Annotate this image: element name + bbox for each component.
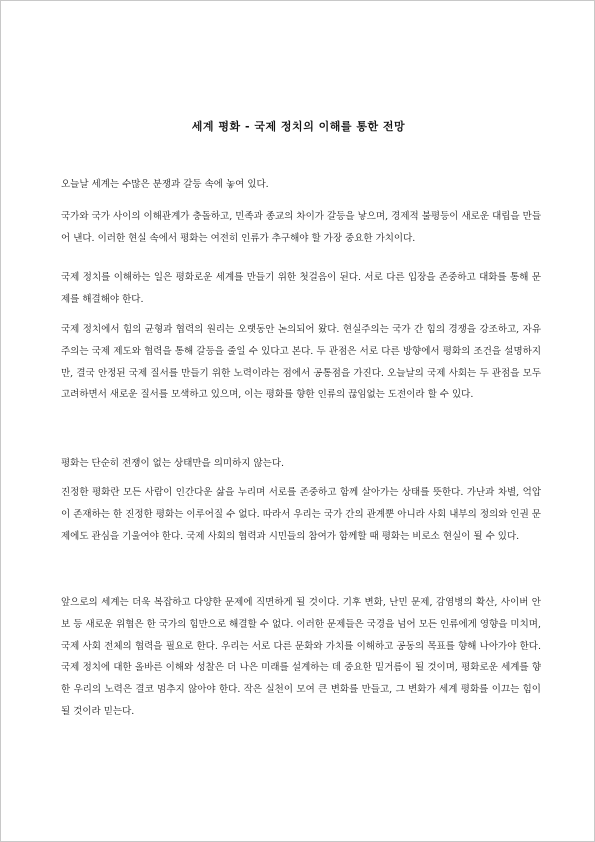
paragraph: [61, 482, 541, 547]
paragraph-text: 앞으로의 세계는 더욱 복잡하고 다양한 문제에 직면하게 될 것이다. 기후 변화, 난민 문제, 감염병의 확산, 사이버 안보 등 새로운 위협은 한 국가의 힘만으로 해결할 수 없다. 이러한 문제들은 국경을 넘어 모든 인류에게 영향을 미치며, 국제 사회 전체의 협력을 필요로 한다. 우리는 서로 다른 문화와 가치를 이해하고 공동의 목표를 향해 나아가야 한다. 국제 정치에 대한 올바른 이해와 성찰은 더 나은 미래를 설계하는 데 중요한 밑거름이 될 것이며, 평화로운 세계를 향한 우리의 노력은 결코 멈추지 않아야 한다. 작은 실천이 모여 큰 변화를 만들고, 그 변화가 세계 평화를 이끄는 힘이 될 것이라 믿는다.: [61, 597, 541, 717]
paragraph: [61, 453, 541, 475]
paragraph-text: 오늘날 세계는 수많은 분쟁과 갈등 속에 놓여 있다.: [61, 179, 269, 190]
document-title: 세계 평화 - 국제 정치의 이해를 통한 전망: [191, 120, 406, 133]
paragraph: [61, 206, 541, 250]
paragraph-text: 국가와 국가 사이의 이해관계가 충돌하고, 민족과 종교의 차이가 갈등을 낳으며, 경제적 불평등이 새로운 대립을 만들어 낸다. 이러한 현실 속에서 평화는 여전히 인류가 추구해야 할 가장 중요한 가치이다.: [61, 211, 541, 244]
paragraph-text: 국제 정치를 이해하는 일은 평화로운 세계를 만들기 위한 첫걸음이 된다. 서로 다른 입장을 존중하고 대화를 통해 문제를 해결해야 한다.: [61, 272, 541, 305]
paragraph: [61, 174, 541, 196]
paragraph: [61, 267, 541, 311]
paragraph-text: 국제 정치에서 힘의 균형과 협력의 원리는 오랫동안 논의되어 왔다. 현실주의는 국가 간 힘의 경쟁을 강조하고, 자유주의는 국제 제도와 협력을 통해 갈등을 줄일 수 있다고 본다. 두 관점은 서로 다른 방향에서 평화의 조건을 설명하지만, 결국 안정된 국제 질서를 만들기 위한 노력이라는 점에서 공통점을 가진다. 오늘날의 국제 사회는 두 관점을 모두 고려하면서 새로운 질서를 모색하고 있으며, 이는 평화를 향한 인류의 끊임없는 도전이라 할 수 있다.: [61, 324, 541, 401]
paragraph-text: 평화는 단순히 전쟁이 없는 상태만을 의미하지 않는다.: [61, 458, 285, 469]
paragraph-text: 진정한 평화란 모든 사람이 인간다운 삶을 누리며 서로를 존중하고 함께 살아가는 상태를 뜻한다. 가난과 차별, 억압이 존재하는 한 진정한 평화는 이루어질 수 없다. 따라서 우리는 국가 간의 관계뿐 아니라 사회 내부의 정의와 인권 문제에도 관심을 기울여야 한다. 국제 사회의 협력과 시민들의 참여가 함께할 때 평화는 비로소 현실이 될 수 있다.: [61, 487, 541, 542]
paragraph: [61, 319, 541, 406]
paragraph: [61, 592, 541, 723]
